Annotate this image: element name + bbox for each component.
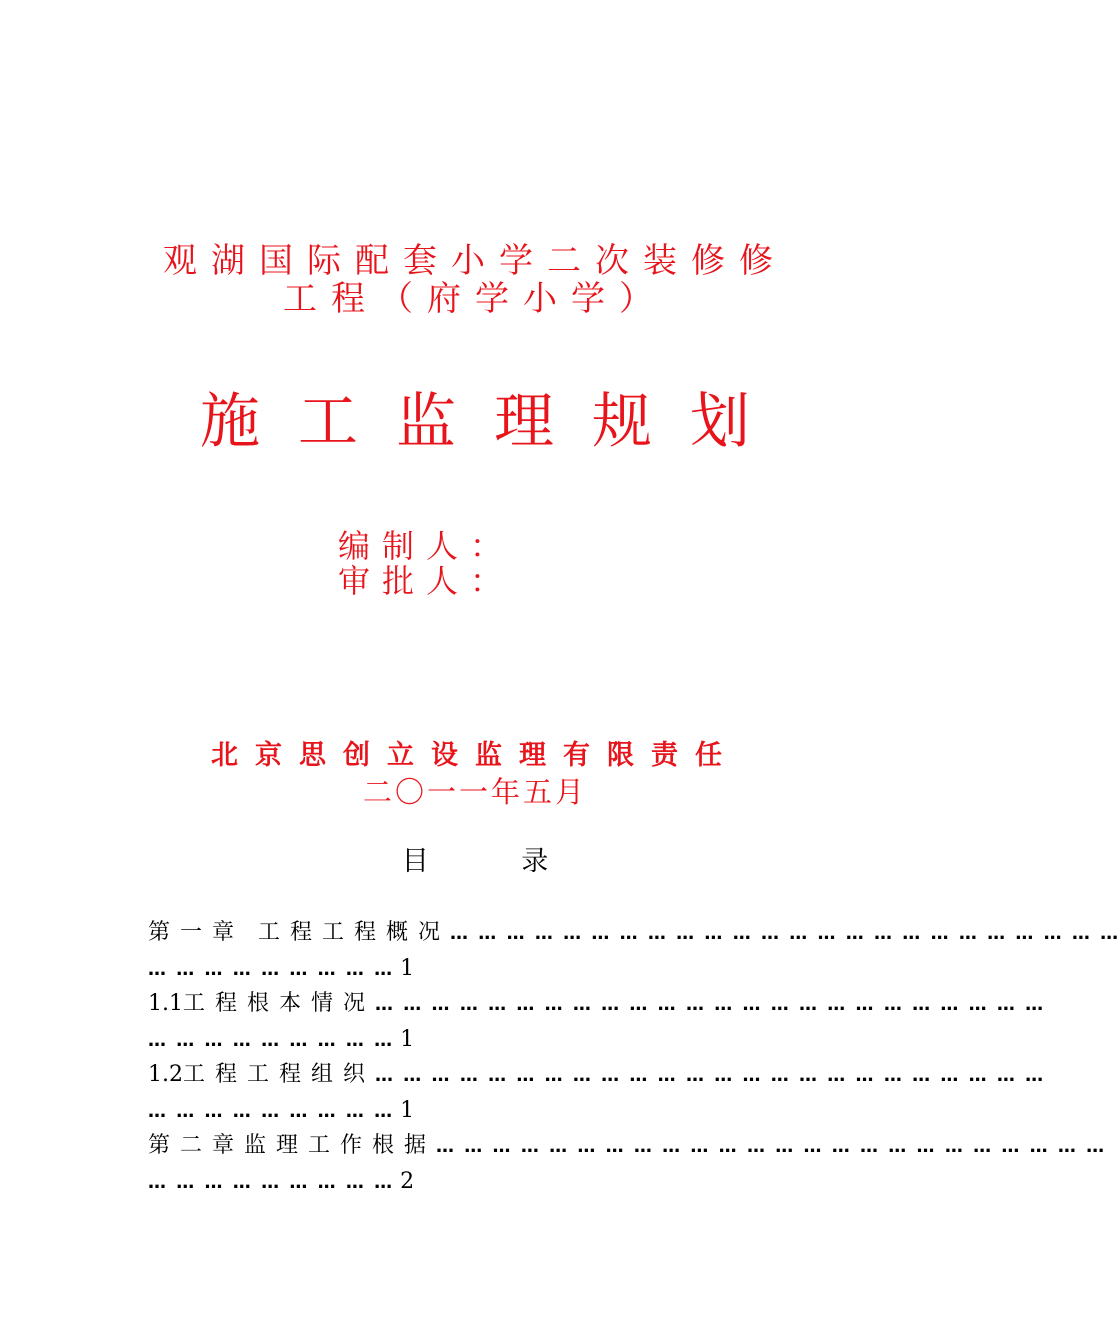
document-date: 二〇一一年五月 xyxy=(362,775,587,809)
compiler-label: 编制人： xyxy=(338,527,515,565)
toc-leader-dots: … … … … … … … … … xyxy=(148,1172,395,1193)
toc-page-number: 1 xyxy=(400,1098,415,1123)
project-title-line2: 工程（府学小学） xyxy=(283,279,667,319)
toc-entry-1-2[interactable] xyxy=(148,1057,1046,1128)
toc-entry-continuation xyxy=(148,1093,414,1129)
toc-entry-text: 工程工程概况 xyxy=(258,920,451,945)
toc-entry-1-1[interactable] xyxy=(148,986,1046,1057)
table-of-contents xyxy=(148,915,1120,1199)
toc-entry-prefix: 1.2 xyxy=(148,1062,183,1087)
toc-title: 目 录 xyxy=(401,846,591,877)
toc-entry-continuation xyxy=(148,1164,414,1200)
project-title-line1: 观湖国际配套小学二次装修修 xyxy=(163,241,787,281)
toc-entry-text: 第二章监理工作根据 xyxy=(148,1133,437,1158)
toc-leader-dots: … … … … … … … … … xyxy=(148,1030,395,1051)
toc-entry-line xyxy=(148,1128,1107,1164)
toc-leader-dots: … … … … … … … … … xyxy=(148,959,395,980)
toc-entry-line xyxy=(148,1057,1046,1093)
toc-entry-continuation xyxy=(148,1022,414,1058)
toc-leader-dots: … … … … … … … … … … … … … … … … … … … … … … … … xyxy=(375,1065,1046,1086)
toc-entry-text: 工程根本情况 xyxy=(183,991,376,1016)
company-name: 北京思创立设监理有限责任 xyxy=(211,740,739,771)
approver-label: 审批人： xyxy=(338,562,515,600)
toc-page-number: 2 xyxy=(400,1169,415,1194)
toc-entry-prefix: 第一章 xyxy=(148,920,245,945)
toc-leader-dots: … … … … … … … … … … … … … … … … … … … … … … … … xyxy=(450,923,1120,944)
toc-entry-prefix: 1.1 xyxy=(148,991,183,1016)
toc-page-number: 1 xyxy=(400,956,415,981)
toc-page-number: 1 xyxy=(400,1027,415,1052)
main-title: 施工监理规划 xyxy=(200,387,788,457)
toc-entry-chapter-2[interactable] xyxy=(148,1128,1107,1199)
toc-entry-line xyxy=(148,986,1046,1022)
toc-entry-line xyxy=(148,915,1120,951)
toc-entry-text: 工程工程组织 xyxy=(183,1062,376,1087)
toc-leader-dots: … … … … … … … … … … … … … … … … … … … … … … … … xyxy=(436,1136,1107,1157)
toc-leader-dots: … … … … … … … … … … … … … … … … … … … … … … … … xyxy=(375,994,1046,1015)
toc-entry-chapter-1[interactable] xyxy=(148,915,1120,986)
toc-entry-continuation xyxy=(148,951,414,987)
toc-leader-dots: … … … … … … … … … xyxy=(148,1101,395,1122)
